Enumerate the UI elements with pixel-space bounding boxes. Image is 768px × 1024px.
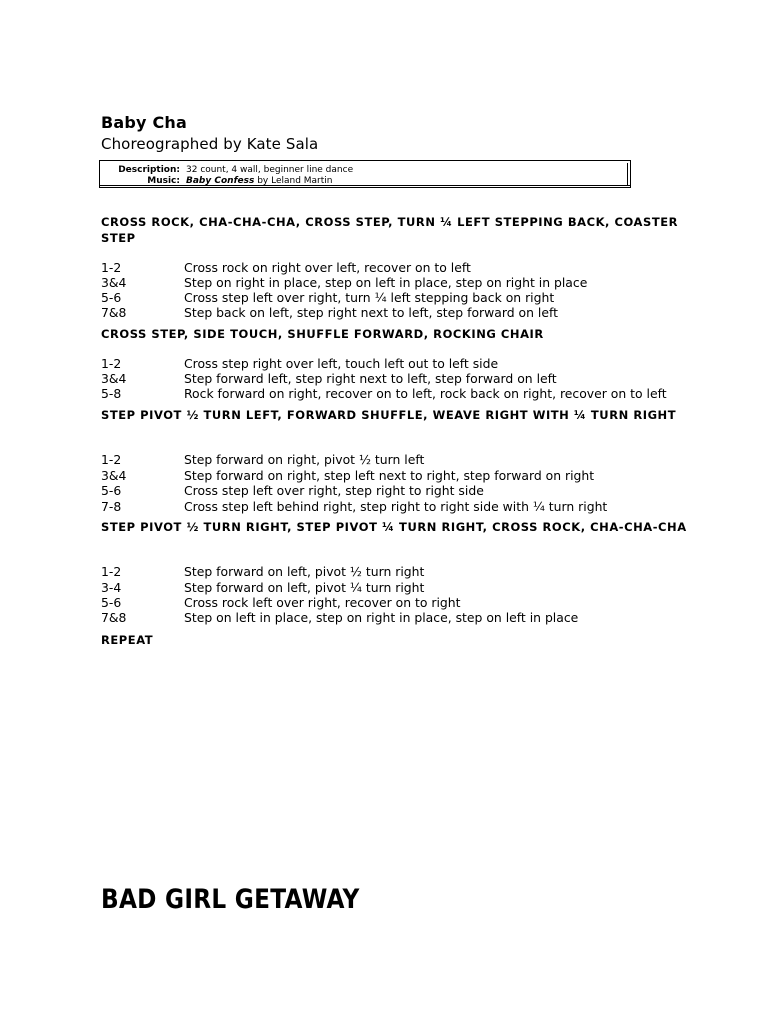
section-heading: STEP PIVOT ½ TURN LEFT, FORWARD SHUFFLE, WEAVE RIGHT WITH ¼ TURN RIGHT: [101, 408, 677, 422]
section-heading: STEP PIVOT ½ TURN RIGHT, STEP PIVOT ¼ TURN RIGHT, CROSS ROCK, CHA-CHA-CHA: [101, 520, 687, 534]
music-artist: by Leland Martin: [257, 176, 333, 186]
step-count: 5-8: [101, 386, 122, 401]
step-text: Cross step left over right, step right to right side: [184, 483, 484, 498]
step-text: Cross step left over right, turn ¼ left stepping back on right: [184, 290, 555, 305]
step-text: Step on right in place, step on left in place, step on right in place: [184, 275, 588, 290]
step-count: 3&4: [101, 275, 127, 290]
section-heading: CROSS STEP, SIDE TOUCH, SHUFFLE FORWARD, ROCKING CHAIR: [101, 327, 544, 341]
step-text: Step forward left, step right next to left, step forward on left: [184, 371, 557, 386]
step-count: 5-6: [101, 595, 122, 610]
step-count: 1-2: [101, 452, 122, 467]
step-count: 1-2: [101, 564, 122, 579]
description-value: 32 count, 4 wall, beginner line dance: [186, 165, 354, 175]
step-count: 5-6: [101, 483, 122, 498]
step-count: 3&4: [101, 468, 127, 483]
music-label: Music:: [147, 176, 180, 186]
step-count: 1-2: [101, 356, 122, 371]
step-count: 7&8: [101, 610, 127, 625]
choreographer-line: Choreographed by Kate Sala: [101, 135, 319, 153]
section-heading: CROSS ROCK, CHA-CHA-CHA, CROSS STEP, TURN ¼ LEFT STEPPING BACK, COASTER STEP: [101, 215, 679, 245]
music-value: [186, 176, 333, 187]
step-count: 3&4: [101, 371, 127, 386]
step-text: Step forward on left, pivot ¼ turn right: [184, 580, 425, 595]
music-song: Baby Confess: [186, 176, 255, 186]
step-count: 1-2: [101, 260, 122, 275]
step-text: Step forward on left, pivot ½ turn right: [184, 564, 425, 579]
next-dance-title: BAD GIRL GETAWAY: [101, 884, 360, 915]
dance-title: Baby Cha: [101, 113, 187, 132]
step-text: Cross step right over left, touch left out to left side: [184, 356, 499, 371]
step-count: 5-6: [101, 290, 122, 305]
step-text: Rock forward on right, recover on to left, rock back on right, recover on to left: [184, 386, 667, 401]
step-count: 3-4: [101, 580, 122, 595]
step-count: 7-8: [101, 499, 122, 514]
step-text: Step forward on right, step left next to right, step forward on right: [184, 468, 595, 483]
description-label: Description:: [118, 165, 180, 175]
info-box: [99, 160, 631, 188]
step-count: 7&8: [101, 305, 127, 320]
step-text: Cross rock left over right, recover on to right: [184, 595, 461, 610]
repeat-label: REPEAT: [101, 633, 154, 647]
step-text: Step on left in place, step on right in place, step on left in place: [184, 610, 579, 625]
step-text: Step forward on right, pivot ½ turn left: [184, 452, 425, 467]
step-text: Cross rock on right over left, recover on to left: [184, 260, 471, 275]
step-text: Step back on left, step right next to left, step forward on left: [184, 305, 558, 320]
step-text: Cross step left behind right, step right to right side with ¼ turn right: [184, 499, 608, 514]
